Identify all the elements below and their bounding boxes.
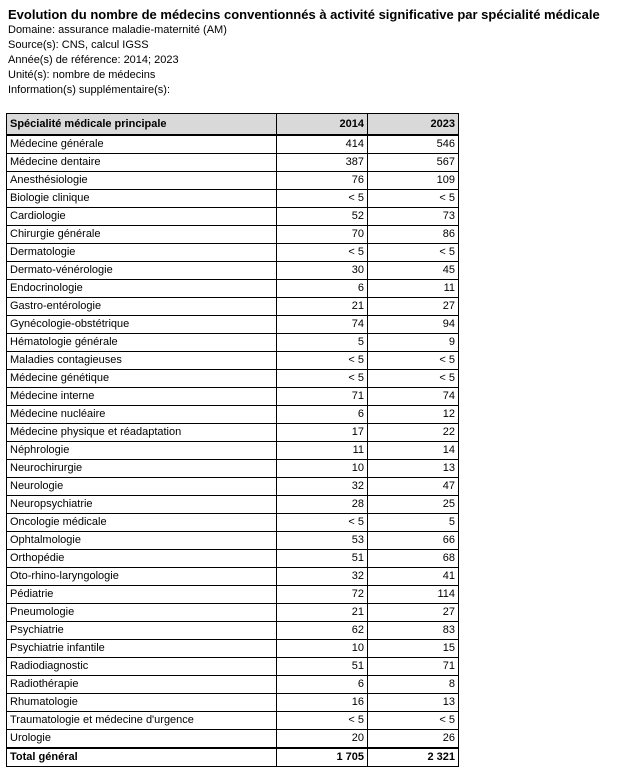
value-2014-cell: < 5 (277, 352, 368, 370)
value-2023-cell: 14 (368, 442, 459, 460)
specialite-cell: Hématologie générale (7, 334, 277, 352)
value-2023-cell: < 5 (368, 370, 459, 388)
report-title: Evolution du nombre de médecins conventionnés à activité significative par spécialité médicale (8, 7, 600, 22)
value-2014-cell: 16 (277, 694, 368, 712)
specialite-cell: Néphrologie (7, 442, 277, 460)
value-2023-cell: 11 (368, 280, 459, 298)
value-2014-cell: 6 (277, 406, 368, 424)
value-2014-cell: 17 (277, 424, 368, 442)
specialite-cell: Anesthésiologie (7, 172, 277, 190)
value-2023-cell: 47 (368, 478, 459, 496)
specialite-cell: Gastro-entérologie (7, 298, 277, 316)
value-2023-cell: 22 (368, 424, 459, 442)
value-2023-cell: 114 (368, 586, 459, 604)
value-2023-cell: 94 (368, 316, 459, 334)
value-2014-cell: 6 (277, 280, 368, 298)
table-row (7, 460, 459, 478)
value-2014-cell: 70 (277, 226, 368, 244)
table-row (7, 442, 459, 460)
value-2023-cell: < 5 (368, 244, 459, 262)
table-row (7, 532, 459, 550)
specialite-cell: Pneumologie (7, 604, 277, 622)
table-row (7, 280, 459, 298)
table-row (7, 406, 459, 424)
value-2014-cell: 74 (277, 316, 368, 334)
specialite-cell: Médecine interne (7, 388, 277, 406)
specialite-cell: Orthopédie (7, 550, 277, 568)
specialite-cell: Dermatologie (7, 244, 277, 262)
specialite-cell: Traumatologie et médecine d'urgence (7, 712, 277, 730)
column-header-2023: 2023 (368, 114, 459, 136)
specialite-cell: Médecine génétique (7, 370, 277, 388)
value-2014-cell: < 5 (277, 244, 368, 262)
table-row (7, 244, 459, 262)
specialite-cell: Gynécologie-obstétrique (7, 316, 277, 334)
value-2014-cell: 51 (277, 658, 368, 676)
table-row (7, 730, 459, 749)
table-row (7, 370, 459, 388)
total-2023: 2 321 (368, 748, 459, 767)
value-2023-cell: 66 (368, 532, 459, 550)
specialite-cell: Médecine dentaire (7, 154, 277, 172)
specialite-cell: Oncologie médicale (7, 514, 277, 532)
value-2023-cell: 74 (368, 388, 459, 406)
total-2014: 1 705 (277, 748, 368, 767)
specialite-cell: Neuropsychiatrie (7, 496, 277, 514)
table-row (7, 388, 459, 406)
value-2023-cell: 567 (368, 154, 459, 172)
table-header-row (7, 114, 459, 136)
value-2023-cell: 86 (368, 226, 459, 244)
value-2023-cell: < 5 (368, 712, 459, 730)
value-2023-cell: 45 (368, 262, 459, 280)
table-row (7, 424, 459, 442)
table-body (7, 135, 459, 748)
specialite-cell: Endocrinologie (7, 280, 277, 298)
value-2014-cell: 53 (277, 532, 368, 550)
table-row (7, 226, 459, 244)
value-2014-cell: < 5 (277, 370, 368, 388)
specialite-cell: Oto-rhino-laryngologie (7, 568, 277, 586)
value-2014-cell: 30 (277, 262, 368, 280)
specialite-cell: Neurologie (7, 478, 277, 496)
value-2023-cell: 15 (368, 640, 459, 658)
value-2014-cell: 6 (277, 676, 368, 694)
value-2023-cell: 26 (368, 730, 459, 749)
table-row (7, 640, 459, 658)
table-row (7, 514, 459, 532)
table-row (7, 172, 459, 190)
table-row (7, 154, 459, 172)
value-2023-cell: 71 (368, 658, 459, 676)
value-2023-cell: 13 (368, 460, 459, 478)
value-2023-cell: 25 (368, 496, 459, 514)
value-2014-cell: 62 (277, 622, 368, 640)
total-row (7, 748, 459, 767)
column-header-2014: 2014 (277, 114, 368, 136)
table-row (7, 135, 459, 154)
table-row (7, 604, 459, 622)
table-row (7, 208, 459, 226)
column-header-specialite: Spécialité médicale principale (7, 114, 277, 136)
specialite-cell: Psychiatrie infantile (7, 640, 277, 658)
table-row (7, 622, 459, 640)
meta-info: Information(s) supplémentaire(s): (8, 84, 171, 96)
specialite-cell: Chirurgie générale (7, 226, 277, 244)
value-2023-cell: 109 (368, 172, 459, 190)
value-2023-cell: 27 (368, 604, 459, 622)
table-row (7, 334, 459, 352)
specialite-cell: Radiothérapie (7, 676, 277, 694)
table-row (7, 316, 459, 334)
value-2014-cell: 11 (277, 442, 368, 460)
specialite-cell: Médecine générale (7, 135, 277, 154)
table-row (7, 478, 459, 496)
value-2023-cell: 83 (368, 622, 459, 640)
value-2014-cell: 20 (277, 730, 368, 749)
table-row (7, 352, 459, 370)
value-2023-cell: 27 (368, 298, 459, 316)
value-2023-cell: 546 (368, 135, 459, 154)
value-2014-cell: < 5 (277, 712, 368, 730)
specialite-cell: Biologie clinique (7, 190, 277, 208)
specialite-cell: Maladies contagieuses (7, 352, 277, 370)
value-2023-cell: < 5 (368, 352, 459, 370)
total-label: Total général (7, 748, 277, 767)
specialite-cell: Rhumatologie (7, 694, 277, 712)
specialite-cell: Médecine physique et réadaptation (7, 424, 277, 442)
specialite-cell: Ophtalmologie (7, 532, 277, 550)
table-row (7, 658, 459, 676)
table-row (7, 586, 459, 604)
table-row (7, 712, 459, 730)
value-2023-cell: 73 (368, 208, 459, 226)
table-row (7, 190, 459, 208)
value-2014-cell: < 5 (277, 514, 368, 532)
value-2023-cell: 68 (368, 550, 459, 568)
table-row (7, 298, 459, 316)
value-2014-cell: 32 (277, 478, 368, 496)
value-2023-cell: 8 (368, 676, 459, 694)
value-2023-cell: 5 (368, 514, 459, 532)
value-2014-cell: < 5 (277, 190, 368, 208)
value-2023-cell: 9 (368, 334, 459, 352)
value-2014-cell: 387 (277, 154, 368, 172)
value-2014-cell: 71 (277, 388, 368, 406)
specialite-cell: Psychiatrie (7, 622, 277, 640)
specialite-cell: Neurochirurgie (7, 460, 277, 478)
meta-domaine: Domaine: assurance maladie-maternité (AM) (8, 24, 227, 36)
meta-annees: Année(s) de référence: 2014; 2023 (8, 54, 179, 66)
value-2014-cell: 10 (277, 640, 368, 658)
specialite-cell: Médecine nucléaire (7, 406, 277, 424)
specialite-cell: Pédiatrie (7, 586, 277, 604)
meta-sources: Source(s): CNS, calcul IGSS (8, 39, 149, 51)
table-row (7, 550, 459, 568)
table-row (7, 694, 459, 712)
value-2014-cell: 414 (277, 135, 368, 154)
value-2014-cell: 51 (277, 550, 368, 568)
data-table (6, 113, 459, 767)
specialite-cell: Cardiologie (7, 208, 277, 226)
value-2023-cell: 13 (368, 694, 459, 712)
value-2014-cell: 76 (277, 172, 368, 190)
value-2023-cell: < 5 (368, 190, 459, 208)
value-2023-cell: 41 (368, 568, 459, 586)
specialite-cell: Urologie (7, 730, 277, 749)
value-2014-cell: 52 (277, 208, 368, 226)
meta-unites: Unité(s): nombre de médecins (8, 69, 156, 81)
value-2014-cell: 72 (277, 586, 368, 604)
value-2014-cell: 5 (277, 334, 368, 352)
table-row (7, 568, 459, 586)
value-2014-cell: 32 (277, 568, 368, 586)
table-row (7, 496, 459, 514)
value-2023-cell: 12 (368, 406, 459, 424)
value-2014-cell: 28 (277, 496, 368, 514)
specialite-cell: Dermato-vénérologie (7, 262, 277, 280)
value-2014-cell: 21 (277, 298, 368, 316)
table-row (7, 676, 459, 694)
value-2014-cell: 10 (277, 460, 368, 478)
value-2014-cell: 21 (277, 604, 368, 622)
specialite-cell: Radiodiagnostic (7, 658, 277, 676)
table-row (7, 262, 459, 280)
